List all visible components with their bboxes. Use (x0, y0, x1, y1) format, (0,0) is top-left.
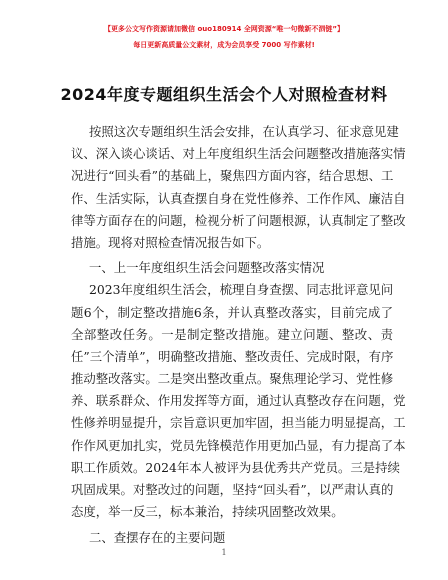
paragraph-line: 全部整改任务。一是制定整改措施。建立问题、整改、责 (71, 326, 393, 342)
section-heading-2: 二、查摆存在的主要问题 (89, 530, 226, 546)
page-number: 1 (221, 548, 227, 557)
paragraph-line: 议、深入谈心谈话、对上年度组织生活会问题整改措施落实情 (71, 146, 406, 162)
paragraph-line: 养、联系群众、作用发挥等方面，通过认真整改存在问题，党 (71, 393, 406, 409)
paragraph-line: 推动整改落实。二是突出整改重点。聚焦理论学习、党性修 (71, 371, 394, 387)
paragraph-line: 态度，举一反三，标本兼治，持续巩固整改效果。 (71, 504, 344, 520)
paragraph-line: 作作风更加扎实，党员先锋模范作用更加凸显，有力提高了本 (71, 437, 406, 453)
paragraph-line: 题6个，制定整改措施6条，并认真整改落实，目前完成了 (71, 304, 393, 320)
paragraph-line: 措施。现将对照检查情况报告如下。 (71, 234, 270, 250)
promo-banner-line-2: 每日更新高质量公文素材，成为会员享受 7000 写作素材! (133, 41, 315, 49)
paragraph-line: 巩固成果。对整改过的问题，坚持“回头看”，以严肃认真的 (71, 482, 394, 497)
paragraph-line: 况进行“回头看”的基础上，聚焦四方面内容，结合思想、工 (71, 168, 394, 184)
document-body (71, 121, 406, 550)
paragraph-line: 性修养明显提升，宗旨意识更加牢固，担当能力明显提高，工 (71, 415, 406, 431)
paragraph-line: 职工作质效。2024年本人被评为县优秀共产党员。三是持续 (71, 459, 400, 475)
promo-banner-line-1: 【更多公文写作资源请加微信 ouo180914 全网资源“唯一句微新不泗链”】 (104, 25, 344, 33)
paragraph-line: 律等方面存在的问题，检视分析了问题根源，认真制定了整改 (71, 212, 406, 228)
paragraph-line: 2023年度组织生活会，梳理自身查摆、同志批评意见问 (89, 282, 394, 298)
paragraph-line: 作、生活实际，认真查摆自身在党性修养、工作作风、廉洁自 (71, 190, 406, 206)
paragraph-line: 按照这次专题组织生活会安排，在认真学习、征求意见建 (89, 124, 399, 139)
paragraph-line: 任”三个清单”，明确整改措施、整改责任、完成时限，有序 (71, 348, 394, 364)
document-title: 2024年度专题组织生活会个人对照检查材料 (60, 85, 388, 104)
section-heading-1: 一、上一年度组织生活会问题整改落实情况 (89, 260, 325, 276)
